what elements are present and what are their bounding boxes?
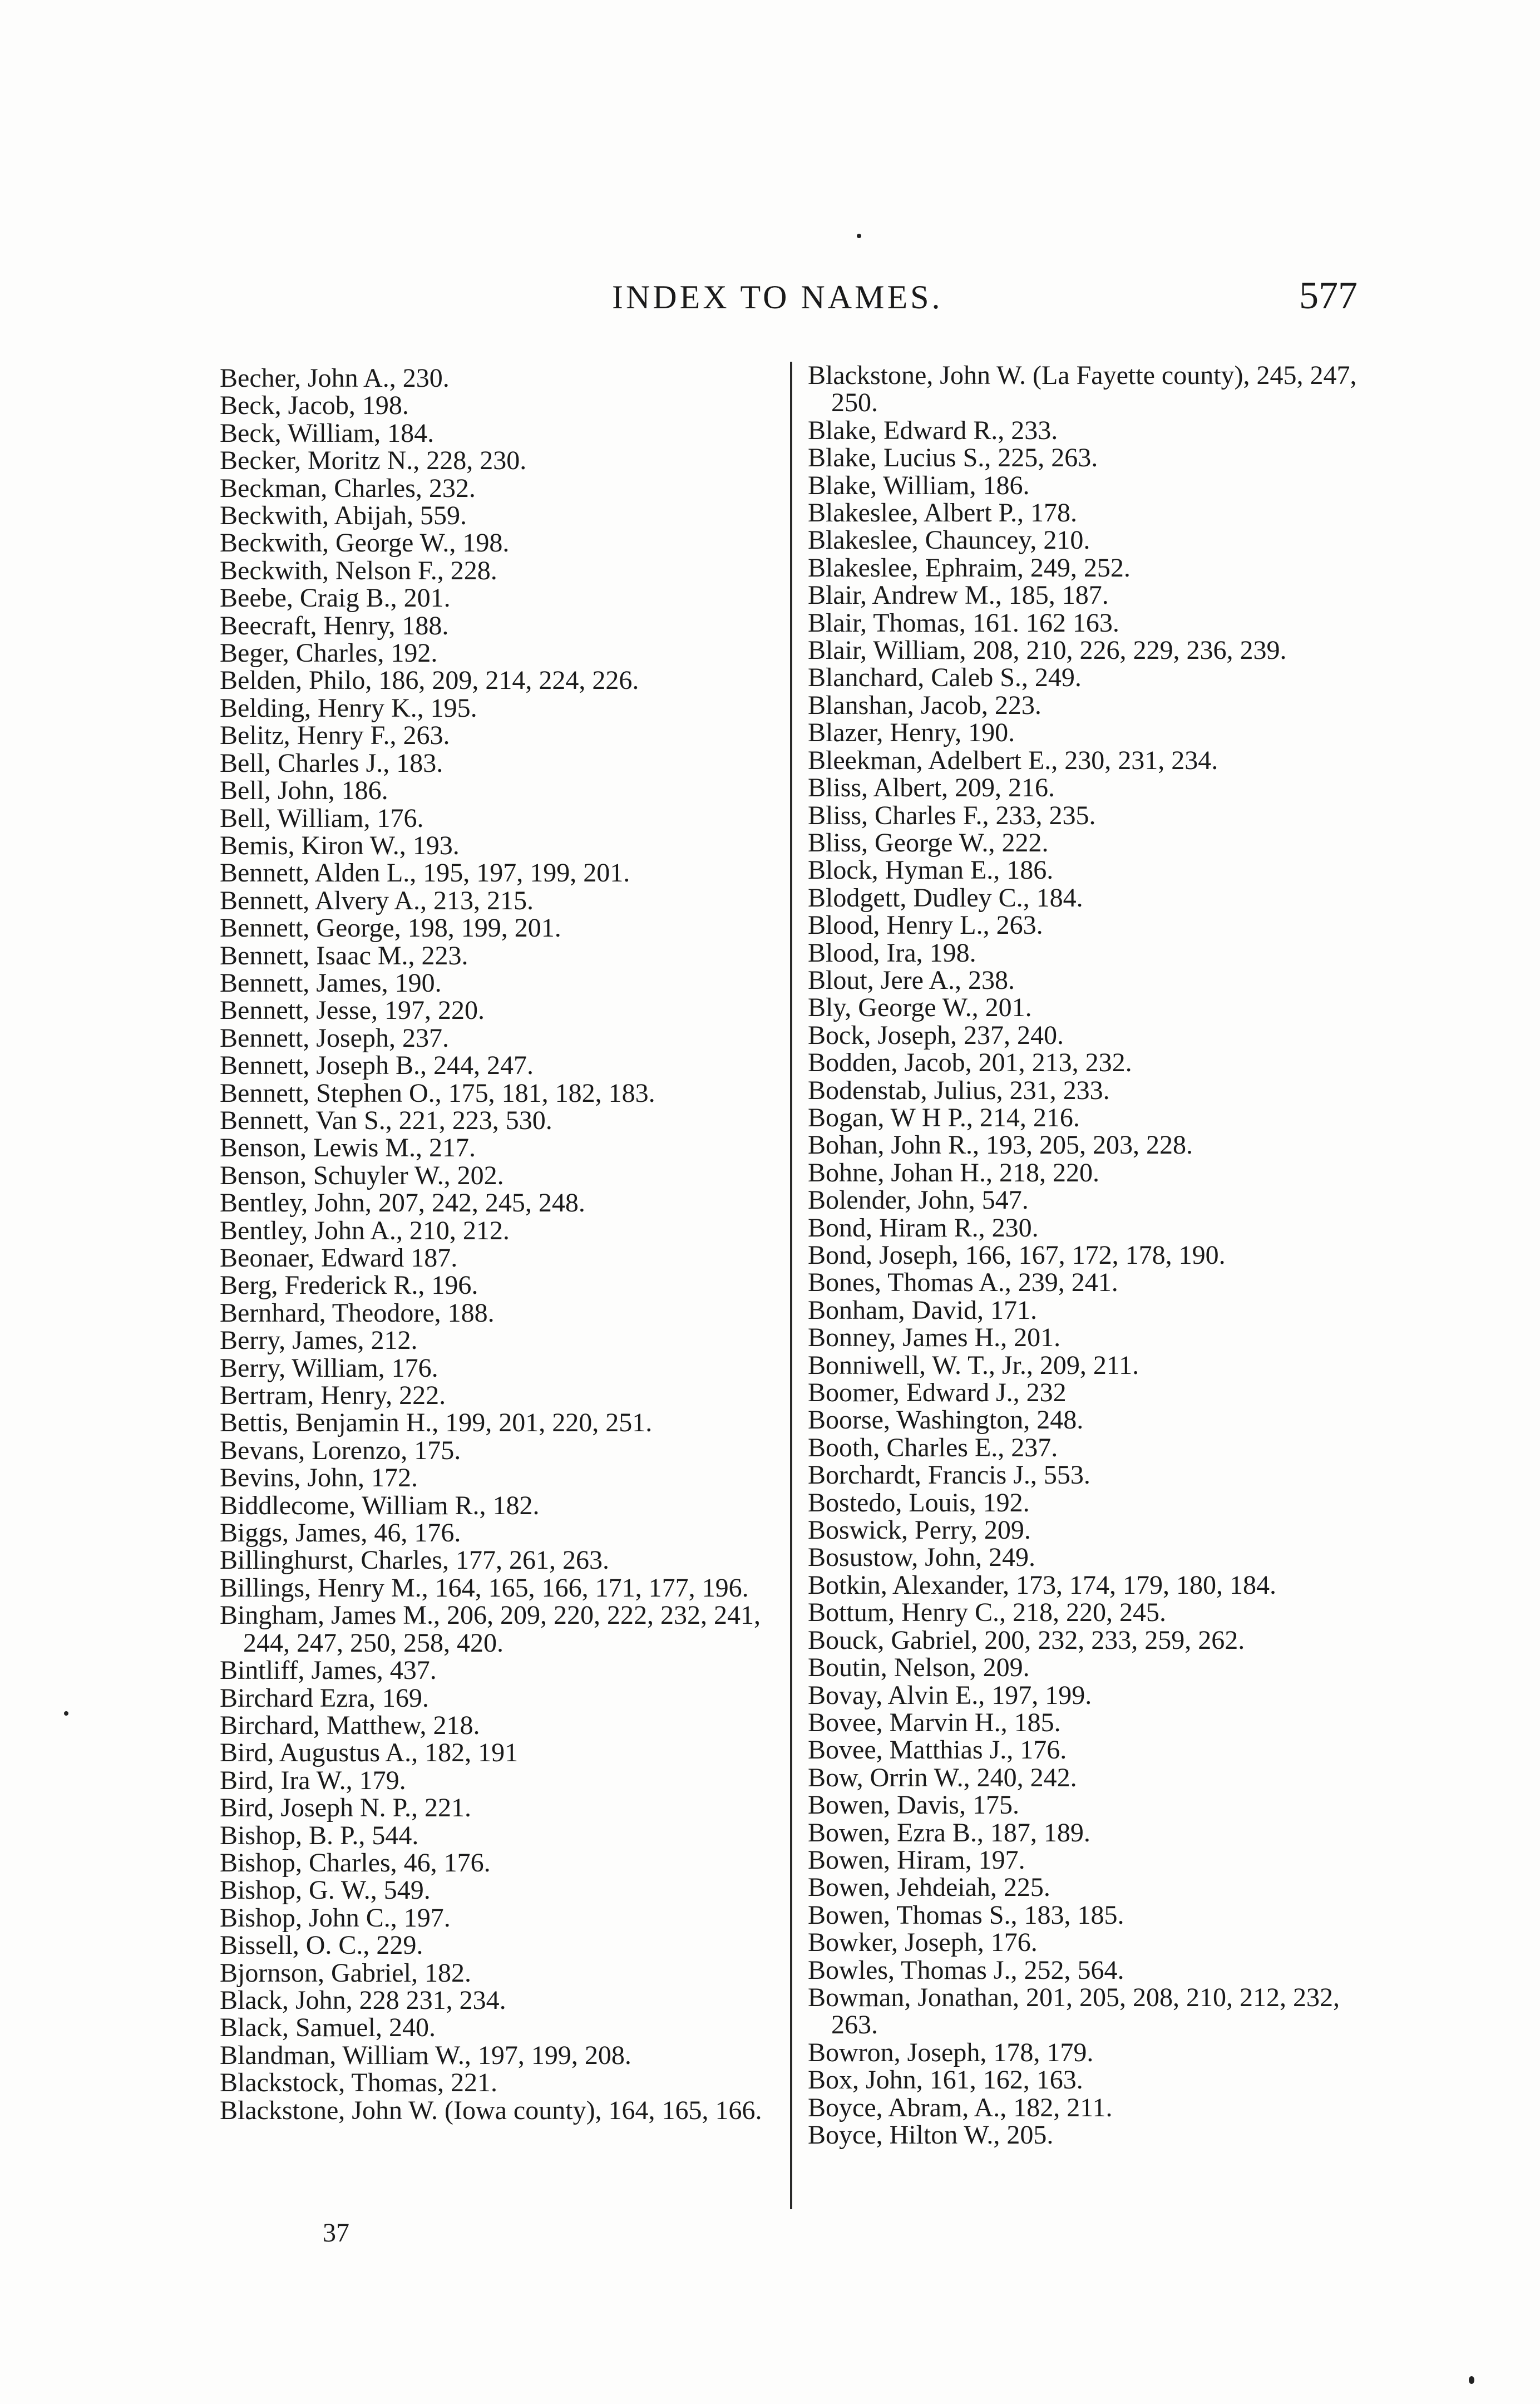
index-entry: Bock, Joseph, 237, 240. <box>808 1020 1064 1050</box>
index-entry: Block, Hyman E., 186. <box>808 855 1054 885</box>
index-entry: Bentley, John, 207, 242, 245, 248. <box>220 1188 585 1218</box>
index-entry: Belden, Philo, 186, 209, 214, 224, 226. <box>220 666 639 696</box>
index-entry: Bliss, Albert, 209, 216. <box>808 773 1055 803</box>
signature-mark: 37 <box>323 2218 349 2248</box>
index-entry: Botkin, Alexander, 173, 174, 179, 180, 184. <box>808 1570 1277 1600</box>
index-entry: Bennett, Stephen O., 175, 181, 182, 183. <box>220 1078 655 1108</box>
index-column-right <box>790 362 1373 2209</box>
index-entry: Beckwith, Nelson F., 228. <box>220 555 497 585</box>
index-entry: Bond, Joseph, 166, 167, 172, 178, 190. <box>808 1240 1226 1270</box>
index-entry: Bonniwell, W. T., Jr., 209, 211. <box>808 1350 1139 1380</box>
index-entry: Bogan, W H P., 214, 216. <box>808 1102 1080 1132</box>
index-entry: Black, John, 228 231, 234. <box>220 1985 506 2015</box>
index-entry: Bell, John, 186. <box>220 776 388 806</box>
index-entry: Booth, Charles E., 237. <box>808 1432 1058 1462</box>
index-entry: Bond, Hiram R., 230. <box>808 1213 1039 1243</box>
index-entry: Berry, James, 212. <box>220 1326 418 1356</box>
index-entry: Bovee, Matthias J., 176. <box>808 1735 1067 1765</box>
index-entry: Bodden, Jacob, 201, 213, 232. <box>808 1048 1132 1078</box>
index-entry: Blazer, Henry, 190. <box>808 718 1015 748</box>
index-entry: Blanshan, Jacob, 223. <box>808 690 1042 720</box>
ink-speck <box>857 234 861 238</box>
index-entry: Bly, George W., 201. <box>808 993 1032 1023</box>
index-entry: Blair, Andrew M., 185, 187. <box>808 580 1109 610</box>
index-entry: Bissell, O. C., 229. <box>220 1930 423 1960</box>
index-entry: Bottum, Henry C., 218, 220, 245. <box>808 1598 1166 1628</box>
index-entry: Bell, Charles J., 183. <box>220 748 443 778</box>
index-entry: Beckwith, Abijah, 559. <box>220 501 467 531</box>
index-entry: Bjornson, Gabriel, 182. <box>220 1958 471 1988</box>
index-entry: Billings, Henry M., 164, 165, 166, 171, 177, 196. <box>220 1573 749 1603</box>
index-entry: Blake, William, 186. <box>808 470 1030 500</box>
index-entry: Birchard Ezra, 169. <box>220 1683 429 1713</box>
index-entry: Belitz, Henry F., 263. <box>220 721 450 751</box>
index-entry: Bohne, Johan H., 218, 220. <box>808 1157 1099 1188</box>
index-entry: Boorse, Washington, 248. <box>808 1405 1084 1435</box>
index-entry: Benson, Schuyler W., 202. <box>220 1160 504 1190</box>
index-entry: Bonney, James H., 201. <box>808 1323 1061 1353</box>
index-entry: Bowron, Joseph, 178, 179. <box>808 2037 1094 2067</box>
index-entry: Blakeslee, Albert P., 178. <box>808 498 1077 528</box>
index-entry: Boyce, Hilton W., 205. <box>808 2120 1054 2150</box>
index-entry: Bovee, Marvin H., 185. <box>808 1707 1061 1737</box>
ink-speck <box>1469 2376 1474 2384</box>
index-entry: Bennett, Alden L., 195, 197, 199, 201. <box>220 858 630 888</box>
index-entry: Bird, Augustus A., 182, 191 <box>220 1738 519 1768</box>
index-entry: Bennett, Isaac M., 223. <box>220 940 468 971</box>
index-entry: Bentley, John A., 210, 212. <box>220 1215 510 1245</box>
index-entry: Bennett, James, 190. <box>220 968 442 998</box>
index-entry: Blackstock, Thomas, 221. <box>220 2068 498 2098</box>
index-entry: Bovay, Alvin E., 197, 199. <box>808 1680 1092 1710</box>
index-entry: Bodenstab, Julius, 231, 233. <box>808 1075 1110 1105</box>
index-entry: Bosustow, John, 249. <box>808 1543 1035 1573</box>
index-entry: Bennett, Alvery A., 213, 215. <box>220 885 534 915</box>
index-entry: Bowen, Hiram, 197. <box>808 1845 1025 1875</box>
index-entry: Bell, William, 176. <box>220 803 424 833</box>
index-entry: Beck, William, 184. <box>220 418 435 448</box>
index-entry: Boswick, Perry, 209. <box>808 1515 1031 1545</box>
index-entry: Bevans, Lorenzo, 175. <box>220 1435 461 1465</box>
index-entry: Biddlecome, William R., 182. <box>220 1490 540 1520</box>
index-entry: Bowen, Davis, 175. <box>808 1790 1019 1820</box>
index-entry: Bowles, Thomas J., 252, 564. <box>808 1955 1124 1985</box>
index-entry: Blood, Henry L., 263. <box>808 910 1043 940</box>
index-entry: Bird, Ira W., 179. <box>220 1765 406 1795</box>
index-entry: Blackstone, John W. (La Fayette county), 245, 247, 250. <box>808 361 1357 418</box>
index-entry: Bleekman, Adelbert E., 230, 231, 234. <box>808 745 1218 775</box>
index-entry: Beonaer, Edward 187. <box>220 1243 458 1273</box>
index-entry: Bishop, John C., 197. <box>220 1903 451 1933</box>
index-entry: Bow, Orrin W., 240, 242. <box>808 1762 1077 1792</box>
index-entry: Boyce, Abram, A., 182, 211. <box>808 2092 1113 2122</box>
index-entry: Bowman, Jonathan, 201, 205, 208, 210, 212, 232, 263. <box>808 1982 1340 2040</box>
index-entry: Beger, Charles, 192. <box>220 638 438 668</box>
index-entry: Bettis, Benjamin H., 199, 201, 220, 251. <box>220 1408 653 1438</box>
page-number: 577 <box>1299 274 1358 317</box>
index-entry: Boutin, Nelson, 209. <box>808 1653 1030 1683</box>
index-entry: Bennett, Joseph, 237. <box>220 1023 449 1053</box>
index-entry: Blodgett, Dudley C., 184. <box>808 883 1083 913</box>
index-entry: Bowen, Jehdeiah, 225. <box>808 1873 1050 1903</box>
index-entry: Bouck, Gabriel, 200, 232, 233, 259, 262. <box>808 1625 1245 1655</box>
index-entry: Bintliff, James, 437. <box>220 1656 437 1686</box>
index-entry: Bliss, Charles F., 233, 235. <box>808 800 1096 830</box>
index-entry: Beckwith, George W., 198. <box>220 528 510 558</box>
index-entry: Blair, William, 208, 210, 226, 229, 236, 239. <box>808 636 1287 666</box>
index-entry: Billinghurst, Charles, 177, 261, 263. <box>220 1545 609 1575</box>
index-entry: Blair, Thomas, 161. 162 163. <box>808 608 1119 638</box>
index-entry: Bennett, Van S., 221, 223, 530. <box>220 1105 552 1135</box>
index-entry: Becker, Moritz N., 228, 230. <box>220 446 527 476</box>
index-entry: Borchardt, Francis J., 553. <box>808 1460 1090 1490</box>
index-entry: Beckman, Charles, 232. <box>220 473 476 503</box>
index-entry: Blood, Ira, 198. <box>808 938 976 968</box>
index-entry: Black, Samuel, 240. <box>220 2013 436 2043</box>
index-entry: Blout, Jere A., 238. <box>808 965 1015 995</box>
index-entry: Birchard, Matthew, 218. <box>220 1710 480 1740</box>
index-entry: Beck, Jacob, 198. <box>220 391 409 421</box>
index-entry: Bishop, Charles, 46, 176. <box>220 1848 491 1878</box>
index-entry: Bohan, John R., 193, 205, 203, 228. <box>808 1130 1193 1160</box>
index-column-left <box>220 364 776 2124</box>
index-entry: Berry, William, 176. <box>220 1353 438 1383</box>
index-entry: Bishop, G. W., 549. <box>220 1875 431 1905</box>
index-entry: Bernhard, Theodore, 188. <box>220 1298 495 1328</box>
index-entry: Biggs, James, 46, 176. <box>220 1518 461 1548</box>
index-entry: Bowker, Joseph, 176. <box>808 1928 1038 1958</box>
index-entry: Berg, Frederick R., 196. <box>220 1270 478 1300</box>
index-entry: Boomer, Edward J., 232 <box>808 1378 1067 1408</box>
index-entry: Bennett, George, 198, 199, 201. <box>220 913 561 943</box>
index-entry: Bevins, John, 172. <box>220 1463 418 1493</box>
index-entry: Becher, John A., 230. <box>220 363 450 393</box>
index-entry: Bennett, Jesse, 197, 220. <box>220 996 485 1026</box>
index-entry: Bowen, Ezra B., 187, 189. <box>808 1817 1090 1848</box>
ink-speck <box>64 1711 68 1716</box>
index-entry: Bones, Thomas A., 239, 241. <box>808 1268 1118 1298</box>
index-entry: Bingham, James M., 206, 209, 220, 222, 232, 241, 244, 247, 250, 258, 420. <box>220 1600 761 1658</box>
index-entry: Bonham, David, 171. <box>808 1295 1037 1325</box>
index-entry: Bird, Joseph N. P., 221. <box>220 1793 472 1823</box>
index-entry: Bennett, Joseph B., 244, 247. <box>220 1051 534 1081</box>
index-entry: Bostedo, Louis, 192. <box>808 1487 1030 1518</box>
page-header <box>223 274 1358 328</box>
index-entry: Beebe, Craig B., 201. <box>220 583 451 613</box>
index-entry: Blandman, William W., 197, 199, 208. <box>220 2040 631 2070</box>
index-entry: Bowen, Thomas S., 183, 185. <box>808 1900 1124 1930</box>
index-entry: Beecraft, Henry, 188. <box>220 610 449 641</box>
page-title: INDEX TO NAMES. <box>612 279 943 316</box>
index-entry: Bertram, Henry, 222. <box>220 1381 446 1411</box>
index-entry: Bolender, John, 547. <box>808 1185 1029 1215</box>
index-entry: Blackstone, John W. (Iowa county), 164, 165, 166. <box>220 2095 762 2125</box>
index-entry: Bishop, B. P., 544. <box>220 1820 419 1850</box>
index-entry: Blakeslee, Ephraim, 249, 252. <box>808 553 1131 583</box>
index-entry: Blakeslee, Chauncey, 210. <box>808 525 1090 555</box>
index-entry: Bemis, Kiron W., 193. <box>220 830 460 860</box>
index-entry: Blake, Edward R., 233. <box>808 415 1058 445</box>
index-entry: Benson, Lewis M., 217. <box>220 1133 476 1163</box>
index-entry: Box, John, 161, 162, 163. <box>808 2065 1083 2095</box>
index-entry: Blanchard, Caleb S., 249. <box>808 663 1082 693</box>
index-entry: Belding, Henry K., 195. <box>220 693 477 723</box>
index-entry: Bliss, George W., 222. <box>808 827 1049 858</box>
index-entry: Blake, Lucius S., 225, 263. <box>808 443 1098 473</box>
